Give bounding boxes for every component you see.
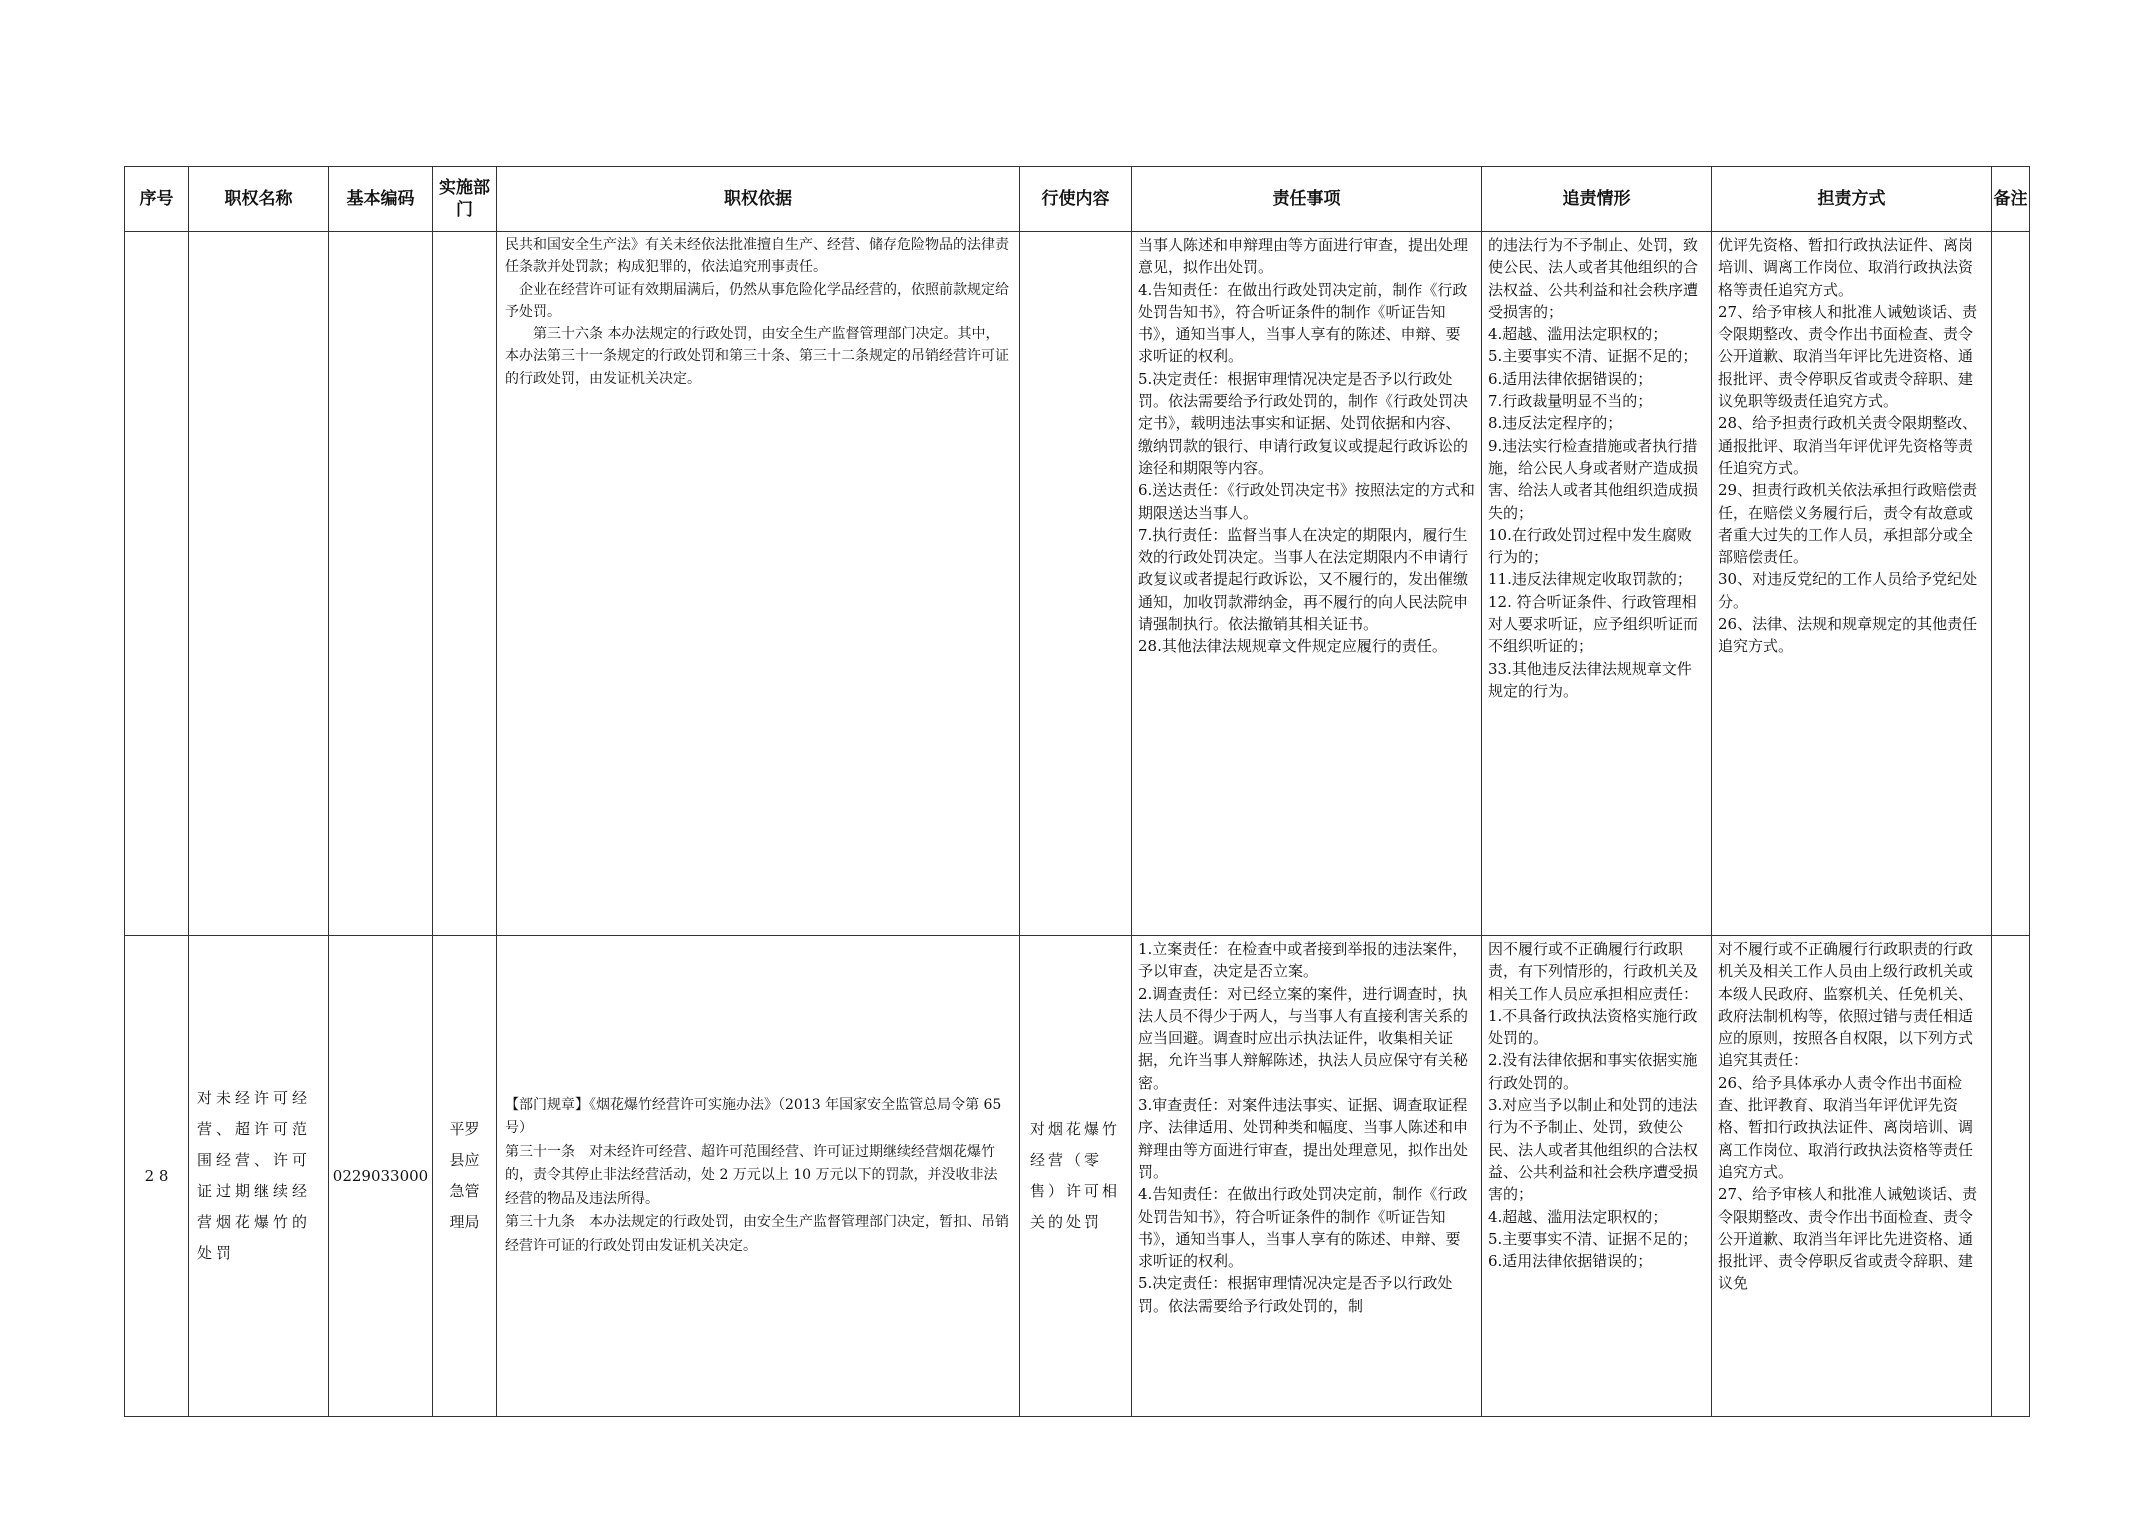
pursue-item: 1.不具备行政执法资格实施行政处罚的。 <box>1488 1006 1698 1048</box>
pursue-item: 12. 符合听证条件、行政管理相对人要求听证，应予组织听证而不组织听证的； <box>1488 592 1699 656</box>
duty-item: 7.执行责任：监督当事人在决定的期限内，履行生效的行政处罚决定。当事人在法定期限内不申请行政复议或者提起行政诉讼，又不履行的，发出催缴通知，加收罚款滞纳金，再不履行的向人民法院申请强制执行。依法撤销其相关证书。 <box>1138 525 1469 634</box>
liability-item: 对不履行或不正确履行行政职责的行政机关及相关工作人员由上级行政机关或本级人民政府、监察机关、任免机关、政府法制机构等，依照过错与责任相适应的原则，按照各自权限，以下列方式追究其责任： <box>1718 940 1974 1070</box>
header-liability: 担责方式 <box>1712 167 1992 232</box>
liability-item: 26、给予具体承办人责令作出书面检查、批评教育、取消当年评优评先资格、暂扣行政执法证件、离岗培训、调离工作岗位、取消行政执法资格等责任追究方式。 <box>1718 1073 1974 1181</box>
pursue-item: 8.违反法定程序的； <box>1488 414 1623 433</box>
row2-exercise <box>1020 936 1132 1417</box>
duty-item: 5.决定责任：根据审理情况决定是否予以行政处罚。依法需要给予行政处罚的，制 <box>1138 1274 1453 1315</box>
pursue-item: 10.在行政处罚过程中发生腐败行为的； <box>1488 525 1692 567</box>
pursue-item: 4.超越、滥用法定职权的； <box>1488 1207 1668 1226</box>
row2-name <box>189 936 329 1417</box>
pursue-item: 5.主要事实不清、证据不足的； <box>1488 347 1698 366</box>
basis-paragraph: 企业在经营许可证有效期届满后，仍然从事危险化学品经营的，依照前款规定给予处罚。 <box>505 281 1009 320</box>
row2-dept <box>433 936 497 1417</box>
header-remark: 备注 <box>1992 167 2030 232</box>
seq-number: 2 8 <box>144 1166 169 1185</box>
row2-liability <box>1712 936 1992 1417</box>
header-basis: 职权依据 <box>497 167 1020 232</box>
row2-remark <box>1992 936 2030 1417</box>
row1-pursue <box>1482 232 1712 936</box>
liability-item: 优评先资格、暂扣行政执法证件、离岗培训、调离工作岗位、取消行政执法资格等责任追究方式。 <box>1718 236 1974 299</box>
duty-item: 28.其他法律法规规章文件规定应履行的责任。 <box>1138 637 1447 656</box>
basis-paragraph: 第三十六条 本办法规定的行政处罚，由安全生产监督管理部门决定。其中，本办法第三十一条规定的行政处罚和第三十条、第三十二条规定的吊销经营许可证的行政处罚，由发证机关决定。 <box>505 326 1009 387</box>
liability-item: 29、担责行政机关依法承担行政赔偿责任，在赔偿义务履行后，责令有故意或者重大过失的工作人员，承担部分或全部赔偿责任。 <box>1718 481 1978 567</box>
liability-item: 30、对违反党纪的工作人员给予党纪处分。 <box>1718 570 1978 611</box>
row1-exercise <box>1020 232 1132 936</box>
row2-basis <box>497 936 1020 1417</box>
duty-item: 3.审查责任：对案件违法事实、证据、调查取证程序、法律适用、处罚种类和幅度、当事人陈述和申辩理由等方面进行审查，提出处理意见，拟作出处罚。 <box>1138 1096 1469 1181</box>
duty-item: 当事人陈述和申辩理由等方面进行审查，提出处理意见，拟作出处罚。 <box>1138 236 1469 277</box>
power-name: 对未经许可经营、超许可范围经营、许可证过期继续经营烟花爆竹的处罚 <box>197 1089 312 1262</box>
header-name: 职权名称 <box>189 167 329 232</box>
duty-item: 4.告知责任：在做出行政处罚决定前，制作《行政处罚告知书》，符合听证条件的制作《听证告知书》，通知当事人，当事人享有的陈述、申辩、要求听证的权利。 <box>1138 280 1468 366</box>
row2-code <box>329 936 433 1417</box>
duty-item: 6.送达责任：《行政处罚决定书》按照法定的方式和期限送达当事人。 <box>1138 481 1475 522</box>
row2-pursue <box>1482 936 1712 1417</box>
header-exercise: 行使内容 <box>1020 167 1132 232</box>
header-seq: 序号 <box>125 167 189 232</box>
pursue-item: 6.适用法律依据错误的； <box>1488 369 1653 388</box>
header-dept: 实施部门 <box>433 167 497 232</box>
row1-name <box>189 232 329 936</box>
pursue-item: 7.行政裁量明显不当的； <box>1488 392 1653 411</box>
row1-seq <box>125 232 189 936</box>
liability-item: 28、给予担责行政机关责令限期整改、通报批评、取消当年评优评先资格等责任追究方式。 <box>1718 414 1978 477</box>
table-row <box>125 936 2030 1417</box>
basis-paragraph: 【部门规章】《烟花爆竹经营许可实施办法》（2013 年国家安全监管总局令第 65 号） <box>505 1096 1002 1137</box>
row1-remark <box>1992 232 2030 936</box>
row1-code <box>329 232 433 936</box>
pursue-item: 3.对应当予以制止和处罚的违法行为不予制止、处罚，致使公民、法人或者其他组织的合法权益、公共利益和社会秩序遭受损害的； <box>1488 1096 1699 1204</box>
pursue-item: 2.没有法律依据和事实依据实施行政处罚的。 <box>1488 1051 1698 1092</box>
powers-table <box>124 166 2030 1417</box>
liability-item: 27、给予审核人和批准人诫勉谈话、责令限期整改、责令作出书面检查、责令公开道歉、取消当年评比先进资格、通报批评、责令停职反省或责令辞职、建议免 <box>1718 1185 1978 1293</box>
duty-item: 2.调查责任：对已经立案的案件，进行调查时，执法人员不得少于两人，与当事人有直接利害关系的应当回避。调查时应出示执法证件，收集相关证据，允许当事人辩解陈述，执法人员应保守有关秘密。 <box>1138 984 1469 1092</box>
duty-item: 1.立案责任：在检查中或者接到举报的违法案件，予以审查，决定是否立案。 <box>1138 940 1468 981</box>
row1-basis <box>497 232 1020 936</box>
pursue-item: 9.违法实行检查措施或者执行措施，给公民人身或者财产造成损害、给法人或者其他组织造成损失的； <box>1488 436 1699 522</box>
header-row <box>125 167 2030 232</box>
row1-duty <box>1132 232 1482 936</box>
pursue-item: 5.主要事实不清、证据不足的； <box>1488 1229 1698 1248</box>
row2-duty <box>1132 936 1482 1417</box>
pursue-item: 11.违反法律规定收取罚款的； <box>1488 570 1692 589</box>
header-duty: 责任事项 <box>1132 167 1482 232</box>
row1-liability <box>1712 232 1992 936</box>
pursue-item: 4.超越、滥用法定职权的； <box>1488 325 1668 344</box>
pursue-item: 6.适用法律依据错误的； <box>1488 1252 1653 1271</box>
dept-name: 平罗县应急管理局 <box>449 1120 480 1231</box>
row1-dept <box>433 232 497 936</box>
row2-seq <box>125 936 189 1417</box>
header-code: 基本编码 <box>329 167 433 232</box>
pursue-item: 的违法行为不予制止、处罚，致使公民、法人或者其他组织的合法权益、公共利益和社会秩序遭受损害的； <box>1488 236 1699 321</box>
basis-paragraph: 第三十一条 对未经许可经营、超许可范围经营、许可证过期继续经营烟花爆竹的，责令其停止非法经营活动，处 2 万元以上 10 万元以下的罚款，并没收非法经营的物品及违法所得。 <box>505 1143 998 1207</box>
basis-paragraph: 民共和国安全生产法》有关未经依法批准擅自生产、经营、储存危险物品的法律责任条款并处罚款；构成犯罪的，依法追究刑事责任。 <box>505 237 1009 276</box>
header-pursue: 追责情形 <box>1482 167 1712 232</box>
duty-item: 4.告知责任：在做出行政处罚决定前，制作《行政处罚告知书》，符合听证条件的制作《听证告知书》，通知当事人，当事人享有的陈述、申辩、要求听证的权利。 <box>1138 1185 1468 1271</box>
duty-item: 5.决定责任：根据审理情况决定是否予以行政处罚。依法需要给予行政处罚的，制作《行政处罚决定书》，载明违法事实和证据、处罚依据和内容、缴纳罚款的银行、申请行政复议或提起行政诉讼的途径和期限等内容。 <box>1138 369 1469 477</box>
liability-item: 27、给予审核人和批准人诫勉谈话、责令限期整改、责令作出书面检查、责令公开道歉、取消当年评比先进资格、通报批评、责令停职反省或责令辞职、建议免职等级责任追究方式。 <box>1718 302 1978 411</box>
exercise-content: 对烟花爆竹经营（零售）许可相关的处罚 <box>1030 1120 1121 1231</box>
liability-item: 26、法律、法规和规章规定的其他责任追究方式。 <box>1718 615 1978 656</box>
pursue-item: 33.其他违反法律法规规章文件规定的行为。 <box>1488 659 1692 700</box>
table-row <box>125 232 2030 936</box>
basis-paragraph: 第三十九条 本办法规定的行政处罚，由安全生产监督管理部门决定，暂扣、吊销经营许可证的行政处罚由发证机关决定。 <box>505 1214 1009 1254</box>
power-code: 0229033000 <box>332 1166 429 1185</box>
pursue-item: 因不履行或不正确履行行政职责，有下列情形的，行政机关及相关工作人员应承担相应责任： <box>1488 940 1699 1003</box>
